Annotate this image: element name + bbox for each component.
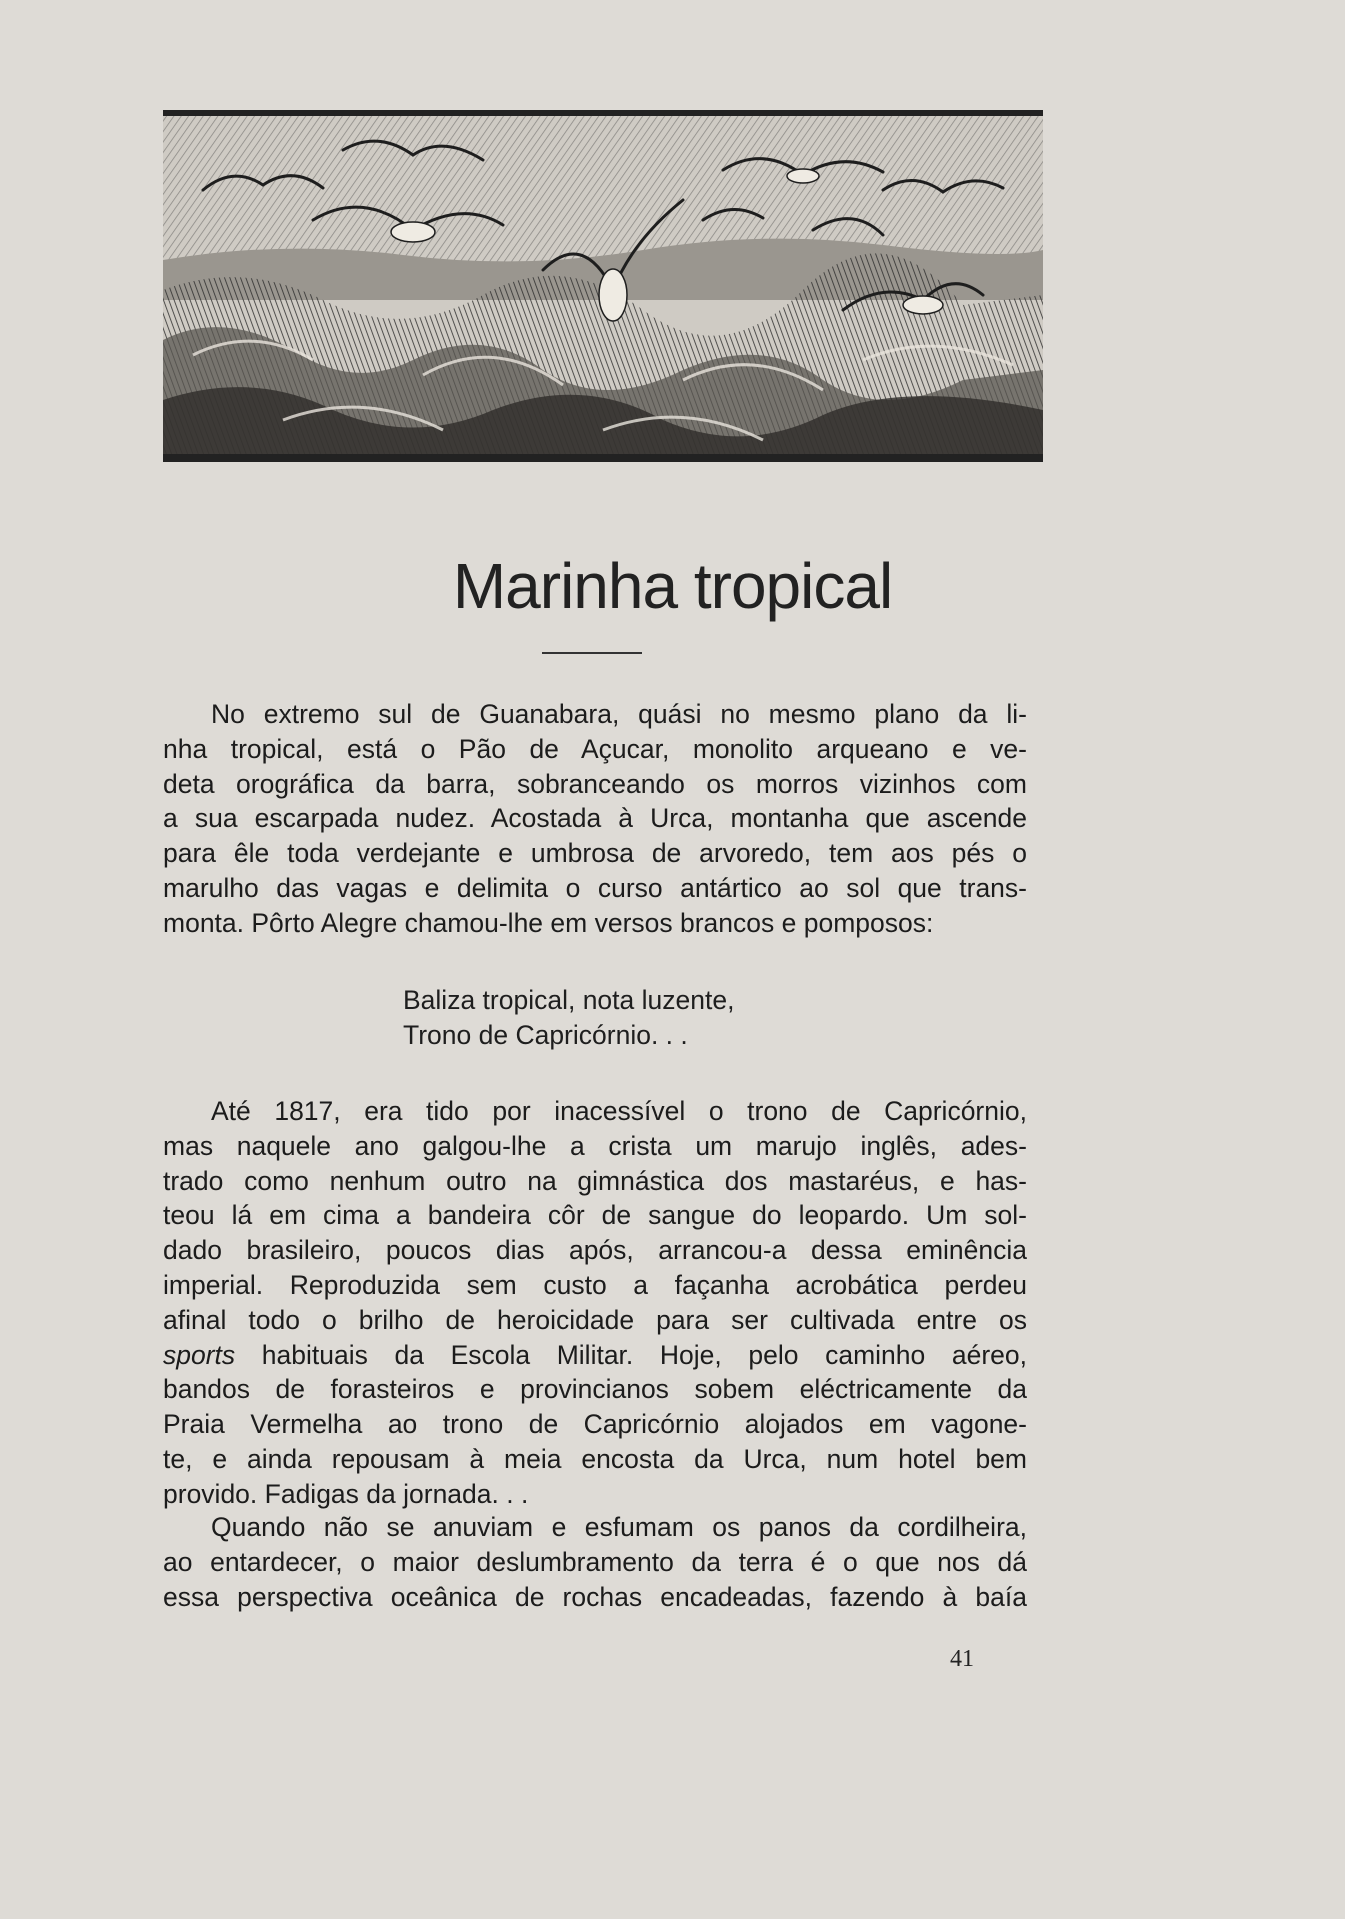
text-line: imperial. Reproduzida sem custo a façanha acrobática perdeu: [163, 1269, 1027, 1300]
text-line: monta. Pôrto Alegre chamou-lhe em versos brancos e pomposos:: [163, 907, 934, 938]
chapter-title: Marinha tropical: [452, 550, 893, 622]
text-line: ao entardecer, o maior deslumbramento da terra é o que nos dá: [163, 1546, 1027, 1577]
text-line: essa perspectiva oceânica de rochas encadeadas, fazendo à baía: [163, 1581, 1027, 1612]
paragraph-2: [163, 1094, 1027, 1512]
verse-line: Trono de Capricórnio. . .: [403, 1019, 688, 1050]
text-line: bandos de forasteiros e provincianos sobem eléctricamente da: [163, 1374, 1027, 1405]
text-line: te, e ainda repousam à meia encosta da Urca, num hotel bem: [163, 1443, 1027, 1474]
text-line: a sua escarpada nudez. Acostada à Urca, montanha que ascende: [163, 803, 1027, 834]
text-line: No extremo sul de Guanabara, quási no mesmo plano da li-: [211, 699, 1027, 729]
paragraph-3: [163, 1510, 1027, 1614]
text-line: para êle toda verdejante e umbrosa de arvoredo, tem aos pés o: [163, 838, 1027, 869]
text-line: marulho das vagas e delimita o curso antártico ao sol que trans-: [163, 872, 1027, 903]
verse-line: Baliza tropical, nota luzente,: [403, 985, 735, 1015]
text-line: nha tropical, está o Pão de Açucar, monolito arqueano e ve-: [163, 733, 1027, 764]
text-line: mas naquele ano galgou-lhe a crista um marujo inglês, ades-: [163, 1130, 1027, 1161]
verse-quote: [403, 983, 734, 1053]
text-line: sports habituais da Escola Militar. Hoje, pelo caminho aéreo,: [163, 1339, 1027, 1370]
seascape-illustration: [163, 110, 1043, 462]
seagulls-over-waves-image: [163, 110, 1043, 462]
text-line: Praia Vermelha ao trono de Capricórnio alojados em vagone-: [163, 1409, 1027, 1440]
text-line: Até 1817, era tido por inacessível o trono de Capricórnio,: [211, 1096, 1027, 1126]
text-line: afinal todo o brilho de heroicidade para ser cultivada entre os: [163, 1304, 1027, 1335]
text-line: dado brasileiro, poucos dias após, arrancou-a dessa eminência: [163, 1235, 1027, 1266]
text-line: teou lá em cima a bandeira côr de sangue do leopardo. Um sol-: [163, 1200, 1027, 1231]
page-number: 41: [950, 1646, 974, 1672]
text-line: provido. Fadigas da jornada. . .: [163, 1478, 529, 1509]
paragraph-1: [163, 697, 1027, 941]
title-divider: [542, 652, 642, 654]
text-line: deta orográfica da barra, sobranceando os morros vizinhos com: [163, 768, 1027, 799]
text-line: Quando não se anuviam e esfumam os panos da cordilheira,: [211, 1512, 1027, 1542]
text-line: trado como nenhum outro na gimnástica dos mastaréus, e has-: [163, 1165, 1027, 1196]
